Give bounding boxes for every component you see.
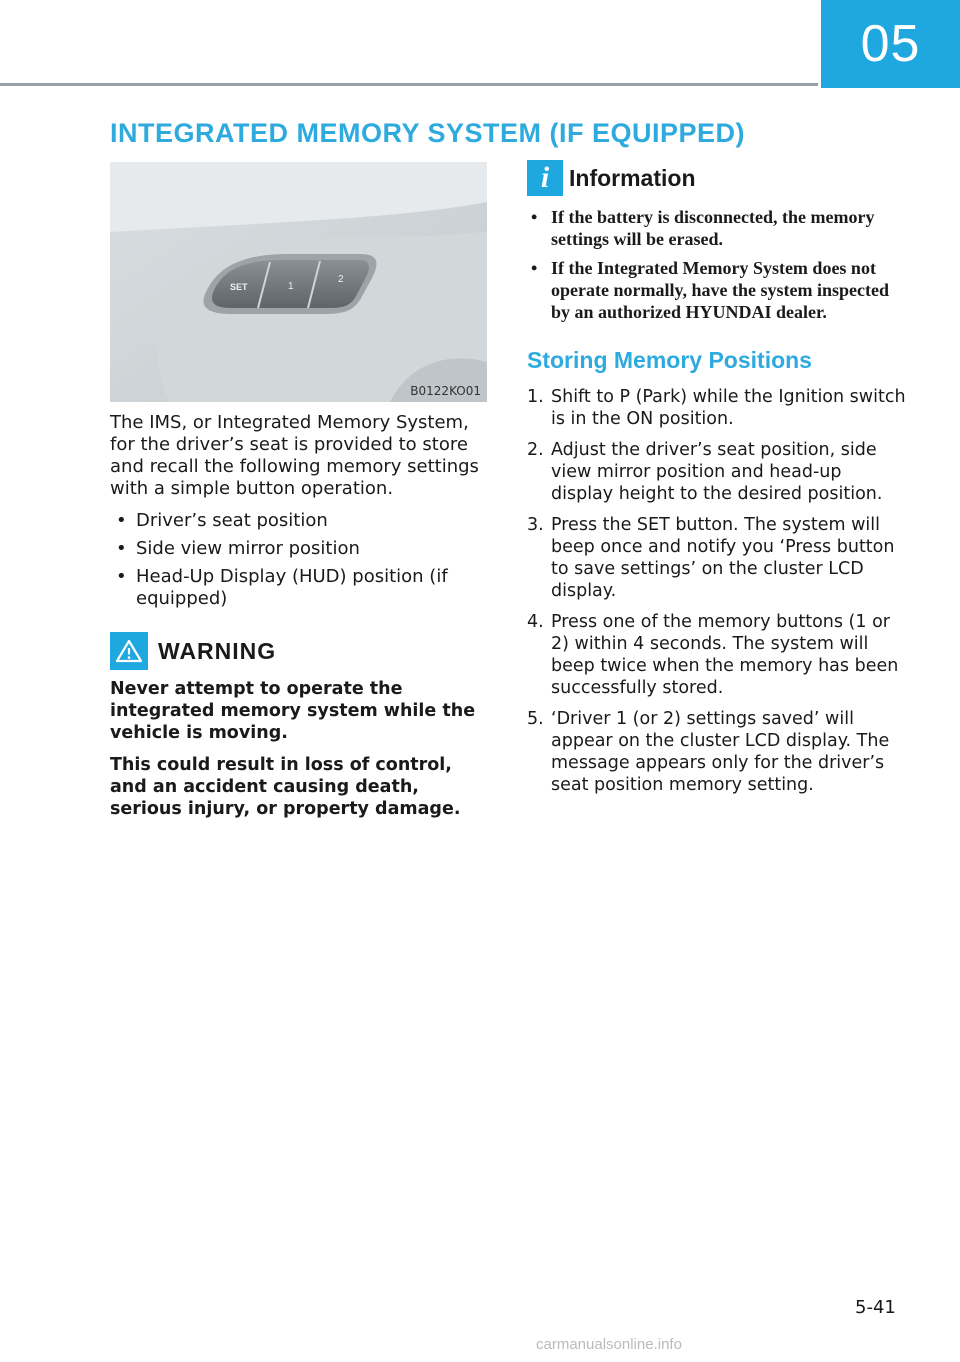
step-item [527, 708, 907, 796]
step-text: Press the SET button. The system will beep once and notify you ‘Press button to save settings’ on the cluster LCD display. [551, 515, 895, 601]
step-number: 4. [527, 612, 544, 632]
section-title: INTEGRATED MEMORY SYSTEM (IF EQUIPPED) [110, 118, 746, 148]
left-column [110, 412, 490, 830]
svg-text:1: 1 [288, 281, 294, 292]
svg-text:SET: SET [230, 282, 248, 292]
step-number: 1. [527, 387, 544, 407]
storing-title: Storing Memory Positions [527, 347, 812, 373]
information-title: Information [569, 164, 696, 191]
storing-steps [527, 386, 907, 796]
memory-items-list [110, 510, 490, 610]
step-number: 3. [527, 515, 544, 535]
chapter-tab: 05 [821, 0, 960, 88]
step-number: 2. [527, 440, 544, 460]
figure-code: B0122KO01 [410, 384, 481, 398]
warning-icon [110, 632, 148, 670]
footer-watermark: carmanualsonline.info [536, 1336, 682, 1353]
memory-buttons-photo [110, 162, 487, 402]
step-item [527, 611, 907, 699]
svg-text:2: 2 [338, 274, 344, 285]
warning-header [110, 632, 490, 670]
list-item: • Driver’s seat position [110, 510, 490, 532]
right-column [527, 160, 907, 805]
step-item [527, 514, 907, 602]
warning-text: This could result in loss of control, and an accident causing death, serious injury, or property damage. [110, 755, 461, 819]
information-header [527, 160, 907, 196]
step-text: Adjust the driver’s seat position, side view mirror position and head-up display height to the desired position. [551, 440, 883, 504]
step-text: Press one of the memory buttons (1 or 2) within 4 seconds. The system will beep twice when the memory has been successfully stored. [551, 612, 899, 698]
list-item: • If the Integrated Memory System does not operate normally, have the system inspected by an authorized HYUNDAI dealer. [527, 257, 907, 323]
warning-title: WARNING [158, 638, 277, 664]
step-item [527, 386, 907, 430]
step-number: 5. [527, 709, 544, 729]
list-item: • Head-Up Display (HUD) position (if equipped) [110, 566, 490, 610]
warning-text: Never attempt to operate the integrated memory system while the vehicle is moving. [110, 679, 476, 743]
step-text: Shift to P (Park) while the Ignition switch is in the ON position. [551, 387, 906, 429]
door-panel-illustration [110, 162, 487, 402]
header-rule [0, 83, 818, 86]
info-icon: i [527, 160, 563, 196]
list-item: • If the battery is disconnected, the memory settings will be erased. [527, 206, 907, 250]
intro-paragraph: The IMS, or Integrated Memory System, for the driver’s seat is provided to store and recall the following memory settings with a simple button operation. [110, 412, 479, 499]
list-item: • Side view mirror position [110, 538, 490, 560]
step-text: ‘Driver 1 (or 2) settings saved’ will appear on the cluster LCD display. The message appears only for the driver’s seat position memory setting. [551, 709, 890, 795]
information-list [527, 206, 907, 323]
page-number: 5-41 [855, 1297, 896, 1318]
step-item [527, 439, 907, 505]
